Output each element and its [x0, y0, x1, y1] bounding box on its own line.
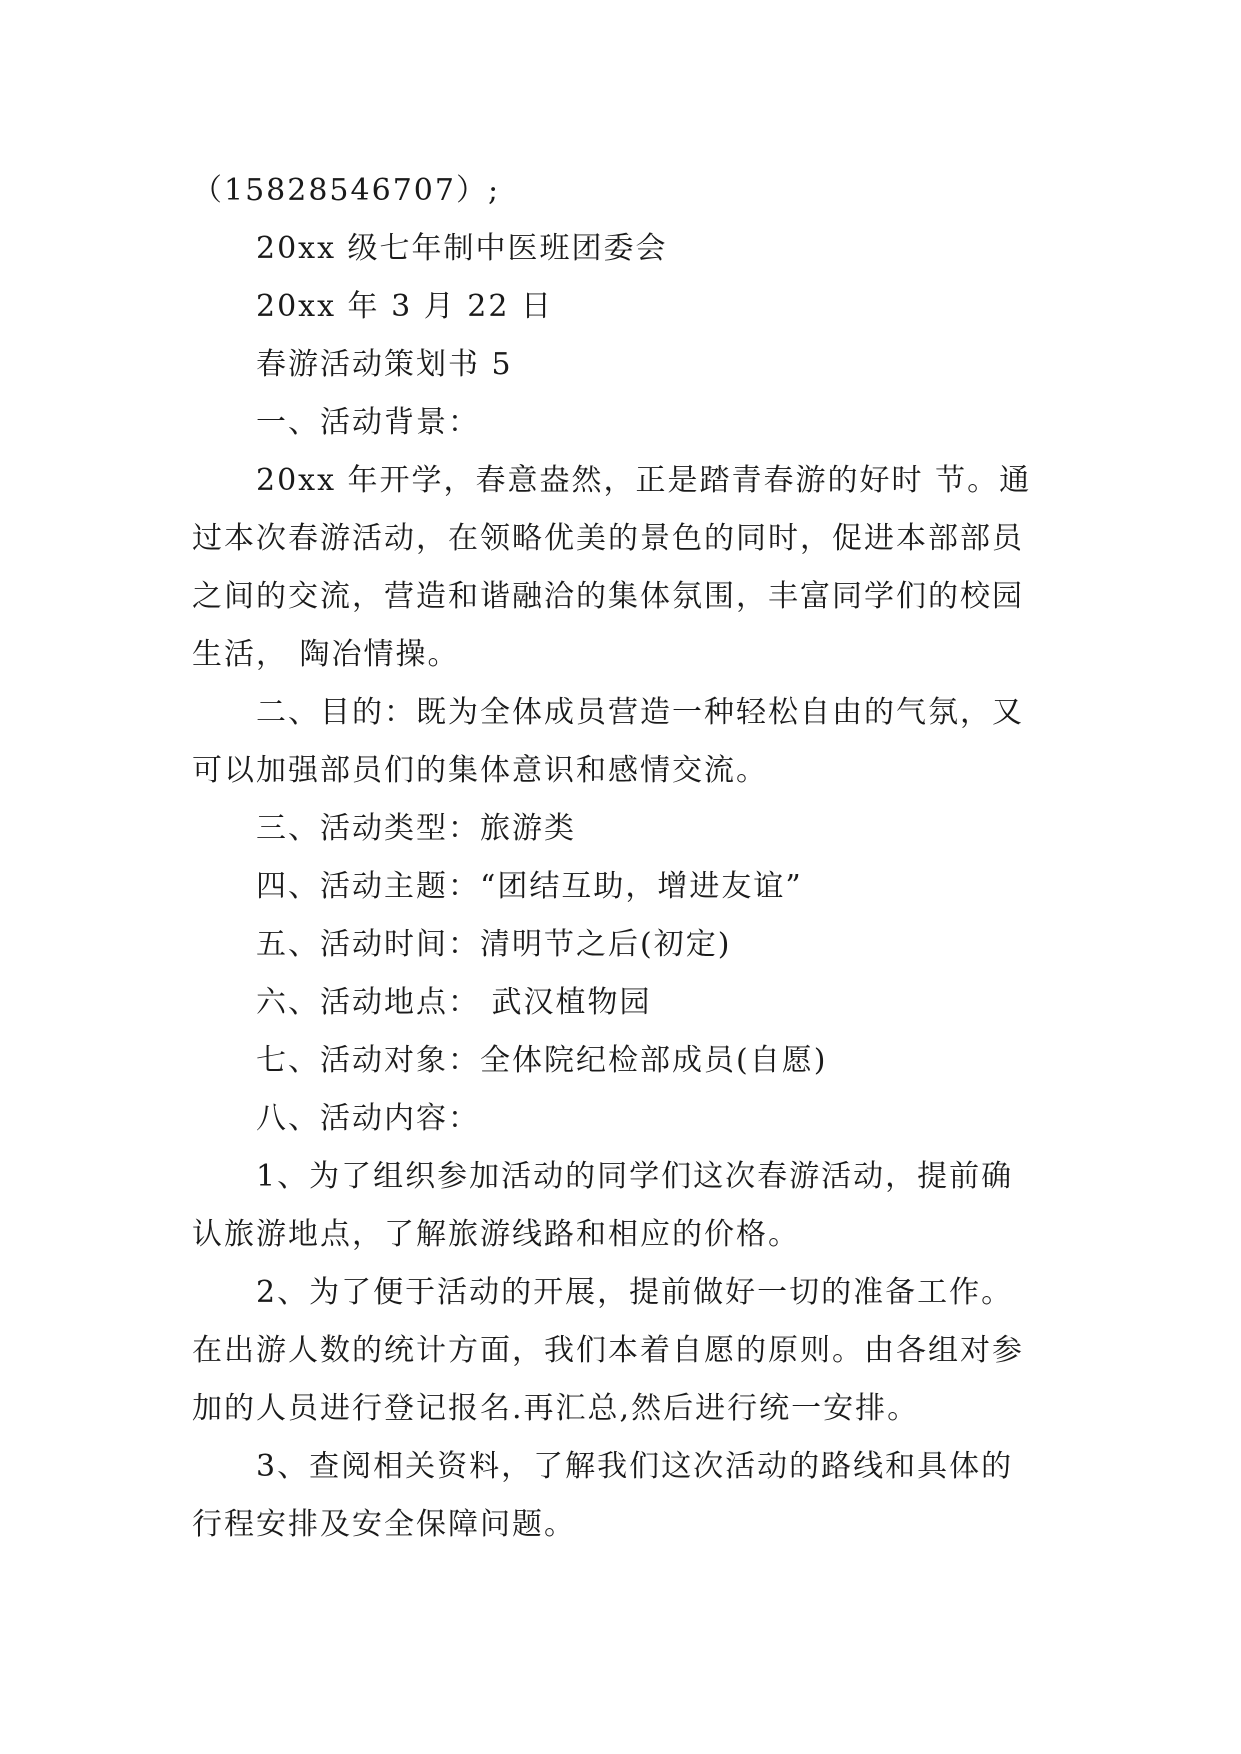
paragraph-background	[192, 452, 1052, 684]
paragraph-line: 3、查阅相关资料，了解我们这次活动的路线和具体的	[256, 1449, 1014, 1484]
paragraph-content-1	[192, 1148, 1052, 1264]
item-activity-participants: 七、活动对象：全体院纪检部成员(自愿)	[256, 1043, 828, 1078]
item-activity-location: 六、活动地点： 武汉植物园	[256, 985, 652, 1020]
document-title: 春游活动策划书 5	[256, 347, 513, 382]
paragraph-line: 过本次春游活动，在领略优美的景色的同时，促进本部部员	[192, 521, 1024, 556]
paragraph-line: 在出游人数的统计方面，我们本着自愿的原则。由各组对参	[192, 1333, 1024, 1368]
paragraph-line: 20xx 年开学，春意盎然，正是踏青春游的好时 节。通	[256, 463, 1032, 498]
paragraph-line: 认旅游地点，了解旅游线路和相应的价格。	[192, 1217, 800, 1252]
paragraph-line: 生活， 陶冶情操。	[192, 637, 460, 672]
paragraph-line: 二、目的：既为全体成员营造一种轻松自由的气氛，又	[256, 695, 1024, 730]
item-activity-time: 五、活动时间：清明节之后(初定)	[256, 927, 732, 962]
phone-number-line: （15828546707）;	[192, 173, 501, 208]
item-activity-type: 三、活动类型：旅游类	[256, 811, 576, 846]
signature-date: 20xx 年 3 月 22 日	[256, 289, 553, 324]
document-body	[192, 162, 1052, 1554]
paragraph-line: 行程安排及安全保障问题。	[192, 1507, 576, 1542]
paragraph-content-2	[192, 1264, 1052, 1438]
item-activity-theme: 四、活动主题：“团结互助，增进友谊”	[256, 869, 803, 904]
organization-signature: 20xx 级七年制中医班团委会	[256, 231, 668, 266]
paragraph-content-3	[192, 1438, 1052, 1554]
paragraph-line: 之间的交流，营造和谐融洽的集体氛围，丰富同学们的校园	[192, 579, 1024, 614]
paragraph-line: 2、为了便于活动的开展，提前做好一切的准备工作。	[256, 1275, 1014, 1310]
paragraph-line: 可以加强部员们的集体意识和感情交流。	[192, 753, 768, 788]
item-activity-content-heading: 八、活动内容：	[256, 1101, 480, 1136]
section-heading-background: 一、活动背景：	[256, 405, 480, 440]
paragraph-line: 加的人员进行登记报名.再汇总,然后进行统一安排。	[192, 1391, 920, 1426]
paragraph-purpose	[192, 684, 1052, 800]
paragraph-line: 1、为了组织参加活动的同学们这次春游活动，提前确	[256, 1159, 1014, 1194]
